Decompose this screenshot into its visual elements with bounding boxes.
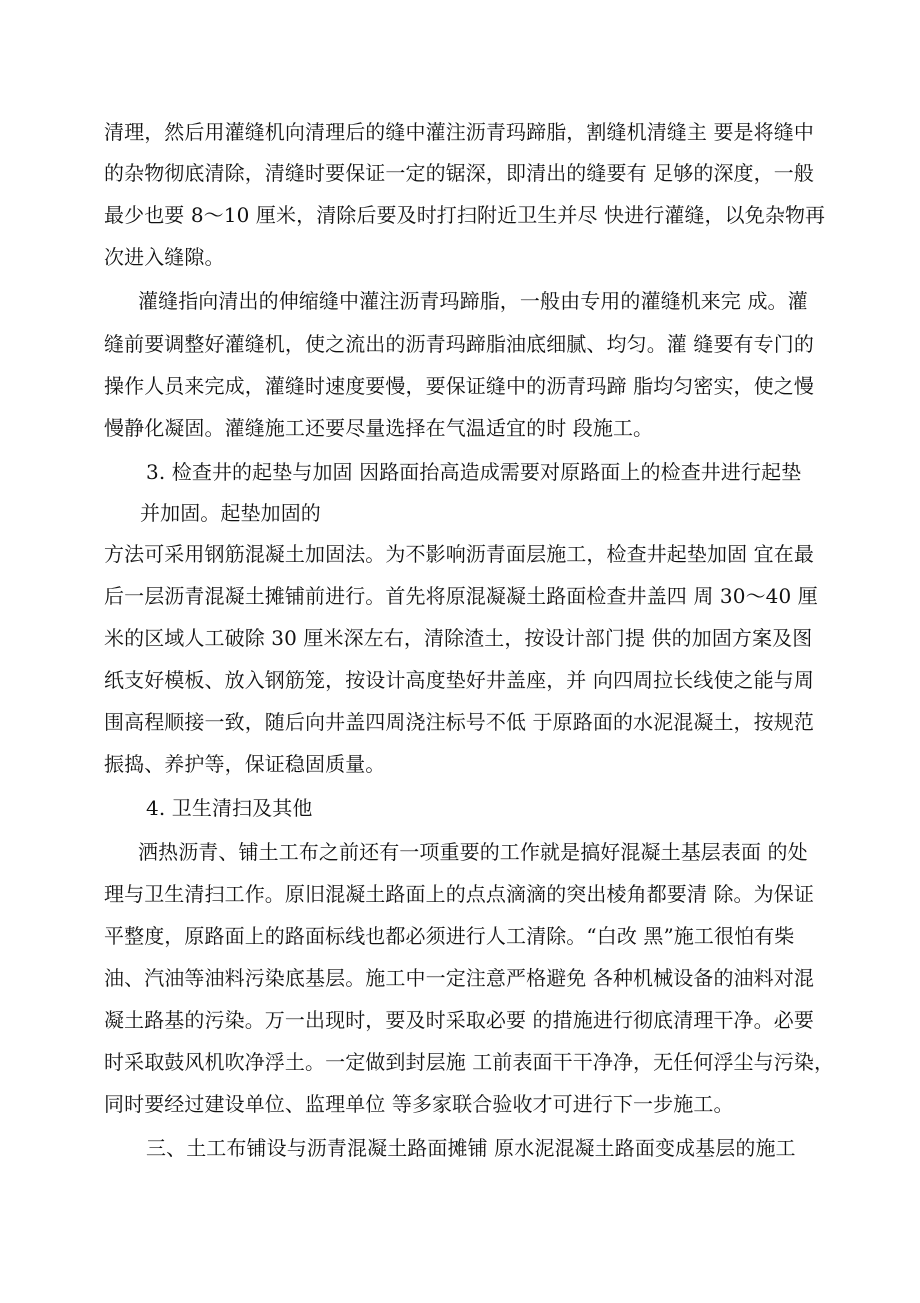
text-line-15: 围高程顺接一致，随后向井盖四周浇注标号不低 于原路面的水泥混凝土，按规范 [104,710,814,734]
text-line-24: 同时要经过建设单位、监理单位 等多家联合验收才可进行下一步施工。 [104,1092,734,1116]
section-heading-3: 3. 检查井的起垫与加固 因路面抬高造成需要对原路面上的检查井进行起垫 [146,460,802,484]
text-line-23: 时采取鼓风机吹净浮土。一定做到封层施 工前表面干干净净，无任何浮尘与污染， [104,1050,835,1074]
section-heading-three: 三、土工布铺设与沥青混凝土路面摊铺 原水泥混凝土路面变成基层的施工 [146,1136,796,1160]
text-line-1: 清理，然后用灌缝机向清理后的缝中灌注沥青玛蹄脂，割缝机清缝主 要是将缝中 [104,120,814,144]
text-line-16: 振捣、养护等，保证稳固质量。 [104,752,386,776]
text-line-14: 纸支好模板、放入钢筋笼，按设计高度垫好井盖座，并 向四周拉长线使之能与周 [104,668,814,692]
text-line-5: 灌缝指向清出的伸缩缝中灌注沥青玛蹄脂，一般由专用的灌缝机来完 成。灌 [138,289,808,313]
text-line-11: 方法可采用钢筋混凝土加固法。为不影响沥青面层施工，检查井起垫加固 宜在最 [104,542,814,566]
text-line-2: 的杂物彻底清除，清缝时要保证一定的锯深，即清出的缝要有 足够的深度，一般 [104,161,814,185]
text-line-20: 平整度，原路面上的路面标线也都必须进行人工清除。“白改 黑”施工很怕有柴 [104,924,795,948]
text-line-3: 最少也要 8～10 厘米，清除后要及时打扫附近卫生并尽 快进行灌缝，以免杂物再 [104,203,826,227]
text-line-4: 次进入缝隙。 [104,245,225,269]
text-line-22: 凝土路基的污染。万一出现时，要及时采取必要 的措施进行彻底清理干净。必要 [104,1008,814,1032]
text-line-6: 缝前要调整好灌缝机，使之流出的沥青玛蹄脂油底细腻、均匀。灌 缝要有专门的 [104,332,814,356]
text-line-12: 后一层沥青混凝土摊铺前进行。首先将原混凝凝土路面检查井盖四 周 30～40 厘 [104,584,818,608]
text-line-7: 操作人员来完成，灌缝时速度要慢，要保证缝中的沥青玛蹄 脂均匀密实，使之慢 [104,374,814,398]
text-line-13: 米的区域人工破除 30 厘米深左右，清除渣土，按设计部门提 供的加固方案及图 [104,626,813,650]
text-line-10: 并加固。起垫加固的 [140,501,321,525]
text-line-18: 洒热沥青、铺土工布之前还有一项重要的工作就是搞好混凝土基层表面 的处 [138,840,808,864]
section-heading-4: 4. 卫生清扫及其他 [146,796,313,820]
text-line-8: 慢静化凝固。灌缝施工还要尽量选择在气温适宜的时 段施工。 [104,416,654,440]
text-line-19: 理与卫生清扫工作。原旧混凝土路面上的点点滴滴的突出棱角都要清 除。为保证 [104,882,814,906]
text-line-21: 油、汽油等油料污染底基层。施工中一定注意严格避免 各种机械设备的油料对混 [104,966,814,990]
